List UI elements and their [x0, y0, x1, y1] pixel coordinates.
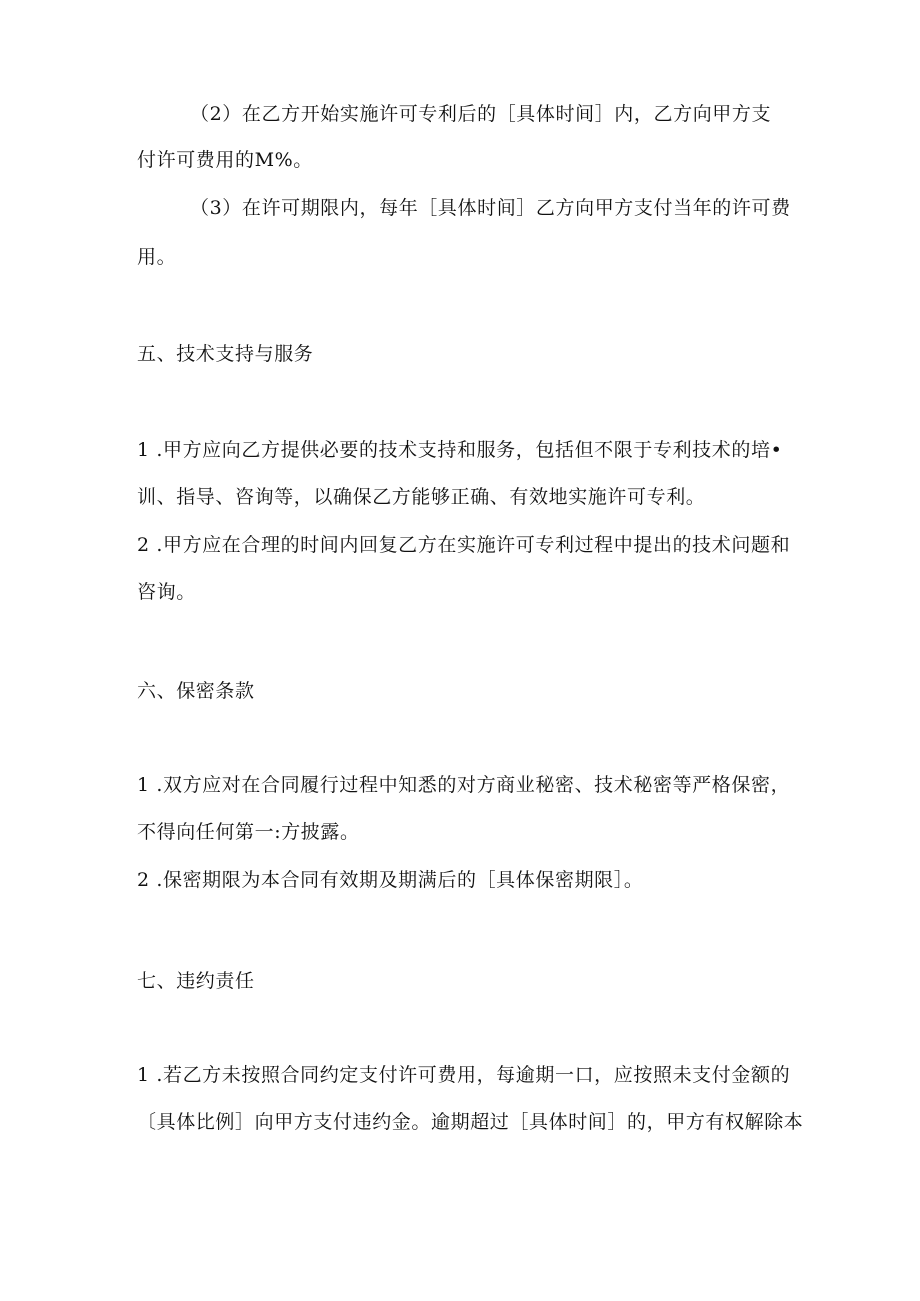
section-heading: 七、违约责任 — [137, 970, 255, 992]
paragraph-line: 〔具体比例］向甲方支付违约金。逾期超过［具体时间］的，甲方有权解除本 — [137, 1111, 804, 1133]
paragraph-line: 1 .若乙方未按照合同约定支付许可费用，每逾期一口，应按照未支付金额的 — [137, 1064, 791, 1086]
paragraph-line: 咨询。 — [137, 581, 196, 603]
paragraph-line: 2 .甲方应在合理的时间内回复乙方在实施许可专利过程中提出的技术问题和 — [137, 534, 791, 556]
paragraph-line: 1 .甲方应向乙方提供必要的技术支持和服务，包括但不限于专利技术的培• — [137, 439, 783, 461]
paragraph-line: （2）在乙方开始实施许可专利后的［具体时间］内，乙方向甲方支 — [190, 103, 772, 125]
section-heading: 五、技术支持与服务 — [137, 343, 314, 365]
paragraph-line: 1 .双方应对在合同履行过程中知悉的对方商业秘密、技术秘密等严格保密， — [137, 774, 791, 796]
paragraph-line: （3）在许可期限内，每年［具体时间］乙方向甲方支付当年的许可费 — [190, 197, 791, 219]
paragraph-line: 付许可费用的M%。 — [137, 149, 313, 171]
paragraph-line: 训、指导、咨询等，以确保乙方能够正确、有效地实施许可专利。 — [137, 486, 706, 508]
paragraph-line: 2 .保密期限为本合同有效期及期满后的［具体保密期限］。 — [137, 869, 644, 891]
paragraph-line: 不得向任何第一:方披露。 — [137, 821, 360, 843]
section-heading: 六、保密条款 — [137, 680, 255, 702]
paragraph-line: 用。 — [137, 246, 177, 268]
